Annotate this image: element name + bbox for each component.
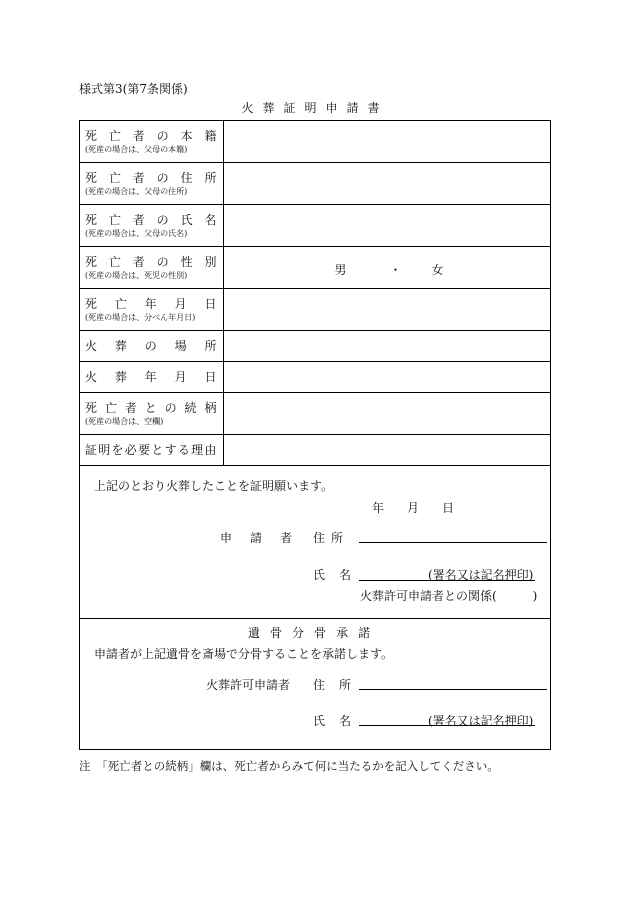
form-row bbox=[80, 393, 550, 435]
relation-to-cremation-applicant: 火葬許可申請者との関係( ) bbox=[360, 589, 538, 603]
footnote: 注 「死亡者との続柄」欄は、死亡者からみて何に当たるかを記入してください。 bbox=[79, 759, 499, 773]
row-label bbox=[80, 393, 223, 435]
consent-address-line[interactable] bbox=[359, 689, 547, 690]
row-label bbox=[80, 331, 223, 362]
applicant-label: 申 請 者 bbox=[220, 531, 293, 545]
row-label bbox=[80, 247, 223, 289]
applicant-name-label: 氏 名 bbox=[313, 568, 352, 582]
row-label-text: 死 亡 者 と の 続 柄 bbox=[85, 400, 217, 415]
application-form-frame bbox=[79, 120, 551, 750]
form-row bbox=[80, 435, 550, 466]
row-label bbox=[80, 205, 223, 247]
date-year-label: 年 bbox=[372, 501, 385, 515]
row-label bbox=[80, 362, 223, 393]
row-value-field[interactable] bbox=[223, 289, 550, 331]
row-sub-label: (死産の場合は、父母の本籍) bbox=[85, 144, 188, 154]
sex-option-female[interactable]: 女 bbox=[431, 263, 444, 277]
consent-seal-note: (署名又は記名押印) bbox=[428, 714, 534, 728]
row-label-text: 死 亡 者 の 性 別 bbox=[85, 254, 217, 269]
consent-applicant-label: 火葬許可申請者 bbox=[206, 678, 291, 692]
row-value-field[interactable] bbox=[223, 205, 550, 247]
row-label-text: 死 亡 者 の 本 籍 bbox=[85, 128, 217, 143]
row-value-field[interactable] bbox=[223, 435, 550, 466]
document-title: 火葬証明申請書 bbox=[241, 101, 389, 115]
row-value-field[interactable] bbox=[223, 247, 550, 289]
consent-address-label: 住 所 bbox=[313, 678, 352, 692]
row-value-field[interactable] bbox=[223, 121, 550, 163]
row-label bbox=[80, 435, 223, 466]
date-day-label: 日 bbox=[442, 501, 455, 515]
row-label bbox=[80, 121, 223, 163]
consent-statement: 申請者が上記遺骨を斎場で分骨することを承諾します。 bbox=[94, 647, 394, 661]
row-sub-label: (死産の場合は、空欄) bbox=[85, 416, 164, 426]
row-sub-label: (死産の場合は、分べん年月日) bbox=[85, 312, 196, 322]
row-value-field[interactable] bbox=[223, 362, 550, 393]
form-row bbox=[80, 121, 550, 163]
row-sub-label: (死産の場合は、父母の氏名) bbox=[85, 228, 188, 238]
form-row bbox=[80, 247, 550, 289]
form-row bbox=[80, 289, 550, 331]
fields-table bbox=[80, 121, 550, 466]
request-statement: 上記のとおり火葬したことを証明願います。 bbox=[94, 479, 334, 493]
form-row bbox=[80, 205, 550, 247]
row-label-text: 証 明 を 必 要 と す る 理 由 bbox=[85, 443, 217, 457]
consent-heading: 遺 骨 分 骨 承 諾 bbox=[248, 626, 371, 640]
consent-divider bbox=[80, 618, 550, 619]
row-label-text: 火 葬 の 場 所 bbox=[85, 339, 217, 353]
sex-options bbox=[224, 247, 551, 288]
row-value-field[interactable] bbox=[223, 393, 550, 435]
form-row bbox=[80, 163, 550, 205]
row-label-text: 死 亡 者 の 住 所 bbox=[85, 170, 217, 185]
form-row bbox=[80, 362, 550, 393]
row-sub-label: (死産の場合は、死児の性別) bbox=[85, 270, 188, 280]
consent-name-label: 氏 名 bbox=[313, 714, 352, 728]
sex-option-male[interactable]: 男 bbox=[334, 263, 347, 277]
row-sub-label: (死産の場合は、父母の住所) bbox=[85, 186, 188, 196]
row-value-field[interactable] bbox=[223, 163, 550, 205]
row-label-text: 死 亡 年 月 日 bbox=[85, 296, 217, 311]
sex-option-dot: ・ bbox=[389, 263, 402, 277]
date-month-label: 月 bbox=[407, 501, 420, 515]
form-row bbox=[80, 331, 550, 362]
applicant-address-line[interactable] bbox=[359, 542, 547, 543]
row-label-text: 火 葬 年 月 日 bbox=[85, 370, 217, 384]
row-label-text: 死 亡 者 の 氏 名 bbox=[85, 212, 217, 227]
row-value-field[interactable] bbox=[223, 331, 550, 362]
row-label bbox=[80, 163, 223, 205]
row-label bbox=[80, 289, 223, 331]
applicant-address-label: 住 所 bbox=[313, 531, 344, 545]
form-number-label: 様式第3(第7条関係) bbox=[79, 82, 188, 96]
applicant-seal-note: (署名又は記名押印) bbox=[428, 568, 534, 582]
